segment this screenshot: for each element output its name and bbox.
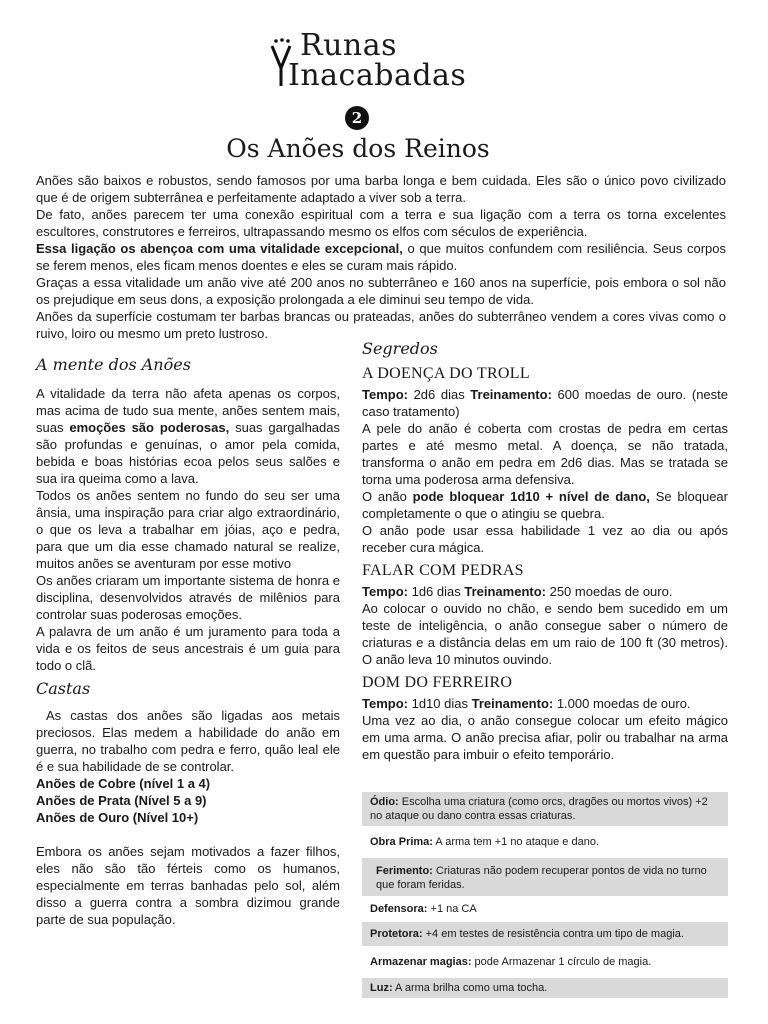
logo-line-1: Runas: [300, 28, 398, 63]
stone-stats: [362, 583, 728, 600]
effects-table: [362, 792, 728, 1001]
stone-heading: FALAR COM PEDRAS: [362, 562, 524, 579]
time-value: 2d6 dias: [407, 387, 471, 402]
time-label: Tempo:: [362, 696, 408, 711]
mind-paragraph: [36, 385, 340, 487]
effect-row: [362, 899, 728, 919]
effect-row: [362, 858, 728, 896]
intro-section: [36, 172, 726, 342]
troll-paragraph: [362, 488, 728, 522]
effect-name: Armazenar magias:: [370, 956, 472, 968]
mind-paragraph: A palavra de um anão é um juramento para toda a vida e os feitos de seus ancestrais é um guia para todo o clã.: [36, 624, 340, 673]
smith-paragraph: Uma vez ao dia, o anão consegue colocar um efeito mágico em uma arma. O anão precisa afiar, polir ou trabalhar na arma em questão para imbuir o efeito temporário.: [362, 713, 728, 762]
right-column: [362, 340, 728, 763]
time-value: 1d6 dias: [407, 584, 465, 599]
left-column: [36, 356, 340, 928]
troll-paragraph: A pele do anão é coberta com crostas de pedra em certas partes e até mesmo metal. A doença, se não tratada, transforma o anão em pedra em 2d6 dias. Mas se tratada se torna uma poderosa arma defensiva.: [362, 421, 728, 487]
mind-heading: A mente dos Anões: [36, 355, 191, 374]
page-title: Os Anões dos Reinos: [226, 134, 490, 163]
troll-paragraph: O anão pode usar essa habilidade 1 vez ao dia ou após receber cura mágica.: [362, 523, 728, 555]
effect-name: Protetora:: [370, 928, 423, 940]
mind-text: A vitalidade da terra não afeta apenas os corpos, mas acima de tudo sua mente, anões sentem mais, suas: [36, 386, 340, 435]
mind-emphasis: emoções são poderosas,: [69, 420, 230, 435]
chapter-badge: 2: [345, 106, 369, 130]
intro-paragraph: [36, 240, 726, 274]
troll-stats: [362, 386, 728, 420]
effect-name: Ódio:: [370, 796, 399, 808]
training-label: Treinamento:: [470, 387, 552, 402]
effect-name: Obra Prima:: [370, 836, 433, 848]
mind-paragraph: Todos os anões sentem no fundo do seu ser uma ânsia, uma inspiração para criar algo extraordinário, o que os leva a trabalhar em jóias, aço e pedra, para que um dia esse chamado natural se realize, muitos anões se aventuram por esse motivo: [36, 488, 340, 571]
time-value: 1d10 dias: [407, 696, 472, 711]
intro-paragraph: De fato, anões parecem ter uma conexão espiritual com a terra e sua ligação com a terra os torna excelentes escultores, construtores e ferreiros, ultrapassando mesmo os elfos com séculos de experiência.: [36, 207, 726, 239]
effect-name: Defensora:: [370, 903, 428, 915]
effect-row: [362, 792, 728, 826]
training-label: Treinamento:: [464, 584, 546, 599]
intro-text: o que muitos confundem com resiliência. Seus corpos se ferem menos, eles ficam menos doentes e eles se curam mais rápido.: [36, 241, 727, 273]
time-label: Tempo:: [362, 584, 408, 599]
effect-desc: pode Armazenar 1 círculo de magia.: [471, 956, 652, 968]
intro-paragraph: Graças a essa vitalidade um anão vive até 200 anos no subterrâneo e 160 anos na superfície, pois embora o sol não os prejudique em seus dons, a exposição prolongada a ele diminui seu tempo de vida.: [36, 275, 726, 307]
stone-paragraph: Ao colocar o ouvido no chão, e sendo bem sucedido em um teste de inteligência, o anão consegue saber o número de criaturas e a distância delas em um raio de 100 ft (30 metros). O anão leva 10 minutos ouvindo.: [362, 601, 728, 667]
castes-paragraph: As castas dos anões são ligadas aos metais preciosos. Elas medem a habilidade do anão em guerra, no trabalho com pedra e ferro, quão leal ele é e sua habilidade de se controlar.: [36, 708, 340, 774]
training-value: 1.000 moedas de ouro.: [553, 696, 691, 711]
castes-paragraph: Embora os anões sejam motivados a fazer filhos, eles não são tão férteis como os humanos, especialmente em terras banhadas pelo sol, além disso a guerra contra a sombra dizimou grande parte de sua população.: [36, 844, 340, 927]
mind-paragraph: Os anões criaram um importante sistema de honra e disciplina, desenvolvidos através de milênios para controlar suas poderosas emoções.: [36, 573, 340, 622]
troll-heading: A DOENÇA DO TROLL: [362, 365, 530, 382]
effect-name: Ferimento:: [376, 865, 433, 877]
troll-emphasis: pode bloquear 1d10 + nível de dano,: [412, 489, 650, 504]
effect-row: [362, 949, 728, 975]
effect-desc: +1 na CA: [427, 903, 477, 915]
effect-desc: Criaturas não podem recuperar pontos de vida no turno que foram feridas.: [376, 865, 707, 891]
intro-paragraph: Anões da superfície costumam ter barbas brancas ou prateadas, anões do subterrâneo vendem a cores vivas como o ruivo, loiro ou mesmo um preto lustroso.: [36, 309, 726, 341]
training-value: 600 moedas de ouro. (neste caso tratamento): [362, 387, 728, 419]
intro-emphasis: Essa ligação os abençoa com uma vitalidade excepcional,: [36, 241, 403, 256]
effect-row: [362, 922, 728, 946]
mind-text: suas gargalhadas são profundas e genuínas, o amor pela comida, bebida e boas histórias ecoa pelos seus salões e sua ira queima como a lava.: [36, 420, 340, 486]
troll-text: Se bloquear completamente o que o atingiu se quebra.: [362, 489, 728, 521]
smith-heading: DOM DO FERREIRO: [362, 674, 513, 691]
smith-stats: [362, 695, 728, 712]
training-label: Treinamento:: [471, 696, 554, 711]
time-label: Tempo:: [362, 387, 408, 402]
secrets-heading: Segredos: [362, 339, 438, 358]
castes-heading: Castas: [36, 679, 91, 698]
training-value: 250 moedas de ouro.: [545, 584, 673, 599]
logo-line-2: Inacabadas: [288, 58, 467, 93]
caste-item: Anões de Cobre (nível 1 a 4): [36, 776, 211, 791]
logo: [266, 28, 467, 98]
effect-desc: +4 em testes de resistência contra um tipo de magia.: [422, 928, 684, 940]
caste-item: Anões de Prata (Nível 5 a 9): [36, 793, 207, 808]
effect-name: Luz:: [370, 982, 393, 994]
effect-desc: A arma brilha como uma tocha.: [392, 982, 548, 994]
effect-row: [362, 978, 728, 998]
effect-desc: Escolha uma criatura (como orcs, dragões ou mortos vivos) +2 no ataque ou dano contra essas criaturas.: [370, 796, 708, 822]
caste-item: Anões de Ouro (Nível 10+): [36, 810, 199, 825]
effect-row: [362, 829, 728, 855]
effect-desc: A arma tem +1 no ataque e dano.: [432, 836, 600, 848]
troll-text: O anão: [362, 489, 413, 504]
intro-paragraph: Anões são baixos e robustos, sendo famosos por uma barba longa e bem cuidada. Eles são o único povo civilizado que é de origem subterrânea e perfeitamente adaptado a viver sob a terra.: [36, 173, 726, 205]
